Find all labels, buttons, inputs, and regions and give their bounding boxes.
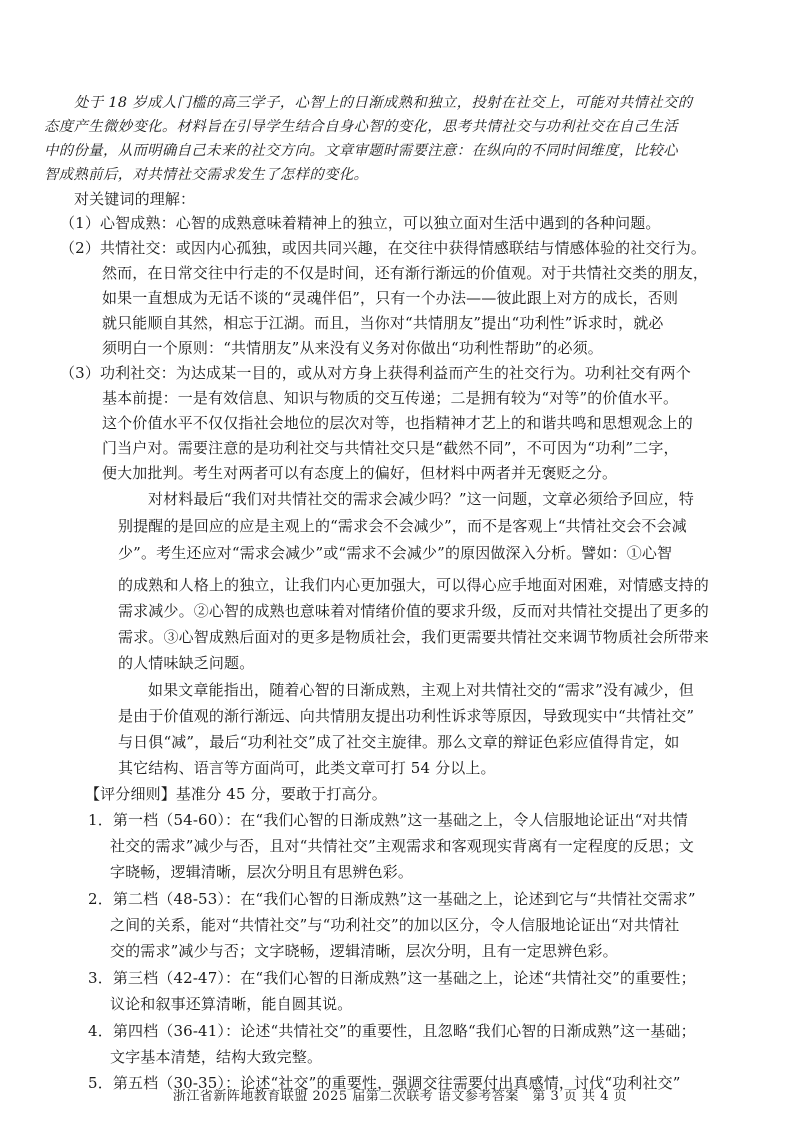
- intro-line: 处于 18 岁成人门槛的高三学子，心智上的日渐成熟和独立，投射在社交上，可能对共情社交的: [74, 95, 693, 111]
- keyword-line: 如果一直想成为无话不谈的“灵魂伴侣”，只有一个办法——彼此跟上对方的成长，否则: [102, 289, 679, 307]
- intro-line: 中的份量，从而明确自己未来的社交方向。文章审题时需要注意：在纵向的不同时间维度，比较心: [44, 143, 678, 159]
- rubric-line: 议论和叙事还算清晰，能自圆其说。: [110, 995, 353, 1013]
- keyword-line: 须明白一个原则：“共情朋友”从来没有义务对你做出“功利性帮助”的必须。: [102, 339, 603, 357]
- page-footer: 浙江省新阵地教育联盟 2025 届第二次联考 语文参考答案 第 3 页 共 4 页: [172, 1089, 628, 1104]
- keyword-line: 就只能顺自其然，相忘于江湖。而且，当你对“共情朋友”提出“功利性”诉求时，就必: [102, 314, 664, 332]
- rubric-line: 3．第三档（42-47）：在“我们心智的日渐成熟”这一基础之上，论述“共情社交”的重要性；: [88, 969, 696, 987]
- rubric-line: 交的需求”减少与否；文字晓畅，逻辑清晰，层次分明，且有一定思辨色彩。: [110, 942, 618, 960]
- rubric-heading: 【评分细则】基准分 45 分，要敢于打高分。: [85, 785, 387, 803]
- keyword-line: 便大加批判。考生对两者可以有态度上的偏好，但材料中两者并无褒贬之分。: [102, 464, 618, 482]
- keyword-line: 门当户对。需要注意的是功利社交与共情社交只是“截然不同”，不可因为“功利”二字，: [102, 439, 679, 457]
- keyword-line: （1）心智成熟：心智的成熟意味着精神上的独立，可以独立面对生活中遇到的各种问题。: [60, 214, 661, 232]
- keyword-line: 然而，在日常交往中行走的不仅是时间，还有渐行渐远的价值观。对于共情社交类的朋友，: [102, 264, 709, 282]
- intro-line: 态度产生微妙变化。材料旨在引导学生结合自身心智的变化，思考共情社交与功利社交在自己生活: [44, 119, 678, 135]
- keyword-heading: 对关键词的理解：: [74, 190, 196, 208]
- rubric-line: 文字基本清楚，结构大致完整。: [110, 1048, 323, 1066]
- rubric-line: 1．第一档（54-60）：在“我们心智的日渐成熟”这一基础之上，令人信服地论证出“对共情: [88, 811, 688, 829]
- analysis-line: 需求减少。②心智的成熟也意味着对情绪价值的要求升级，反而对共情社交提出了更多的: [118, 602, 709, 620]
- analysis-line: 的成熟和人格上的独立，让我们内心更加强大，可以得心应手地面对困难，对情感支持的: [118, 576, 709, 594]
- analysis-line: 的人情味缺乏问题。: [118, 654, 255, 672]
- dialectic-line: 与日俱“减”，最后“功利社交”成了社交主旋律。那么文章的辩证色彩应值得肯定，如: [118, 733, 680, 751]
- analysis-line: 需求。③心智成熟后面对的更多是物质社会，我们更需要共情社交来调节物质社会所带来: [118, 628, 709, 646]
- rubric-line: 4．第四档（36-41）：论述“共情社交”的重要性，且忽略“我们心智的日渐成熟”这一基础；: [88, 1022, 696, 1040]
- rubric-line: 5．第五档（30-35）：论述“社交”的重要性，强调交往需要付出真感情，讨伐“功利社交”: [88, 1074, 681, 1092]
- keyword-line: （3）功利社交：为达成某一目的，或从对方身上获得利益而产生的社交行为。功利社交有两个: [60, 364, 691, 382]
- dialectic-line: 是由于价值观的渐行渐远、向共情朋友提出功利性诉求等原因，导致现实中“共情社交”: [118, 707, 695, 725]
- intro-line: 智成熟前后，对共情社交需求发生了怎样的变化。: [44, 167, 369, 183]
- rubric-line: 2．第二档（48-53）：在“我们心智的日渐成熟”这一基础之上，论述到它与“共情社交需求”: [88, 890, 696, 908]
- rubric-line: 社交的需求”减少与否，且对“共情社交”主观需求和客观现实背离有一定程度的反思；文: [110, 837, 695, 855]
- keyword-line: 基本前提：一是有效信息、知识与物质的交互传递；二是拥有较为“对等”的价值水平。: [102, 389, 679, 407]
- rubric-line: 之间的关系，能对“共情社交”与“功利社交”的加以区分，令人信服地论证出“对共情社: [110, 916, 680, 934]
- dialectic-line: 如果文章能指出，随着心智的日渐成熟，主观上对共情社交的“需求”没有减少，但: [148, 681, 694, 699]
- rubric-line: 字晓畅，逻辑清晰，层次分明且有思辨色彩。: [110, 863, 414, 881]
- keyword-line: 这个价值水平不仅仅指社会地位的层次对等，也指精神才艺上的和谐共鸣和思想观念上的: [102, 414, 693, 432]
- analysis-line: 对材料最后“我们对共情社交的需求会减少吗？”这一问题，文章必须给予回应，特: [148, 490, 694, 508]
- dialectic-line: 其它结构、语言等方面尚可，此类文章可打 54 分以上。: [118, 759, 496, 777]
- keyword-line: （2）共情社交：或因内心孤独，或因共同兴趣，在交往中获得情感联结与情感体验的社交行为。: [60, 239, 706, 257]
- analysis-line: 别提醒的是回应的应是主观上的“需求会不会减少”，而不是客观上“共情社交会不会减: [118, 517, 687, 535]
- analysis-line: 少”。考生还应对“需求会减少”或“需求不会减少”的原因做深入分析。譬如：①心智: [118, 544, 673, 562]
